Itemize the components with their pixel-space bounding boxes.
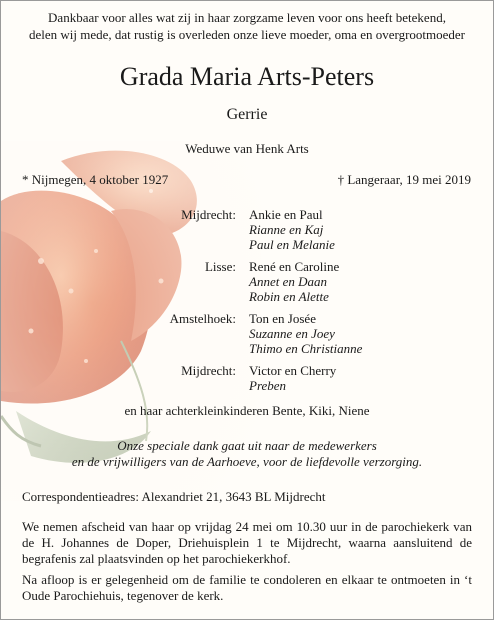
family-grandchild: Rianne en Kaj xyxy=(249,222,324,237)
family-place: Mijdrecht: xyxy=(181,207,236,222)
birth-info: * Nijmegen, 4 oktober 1927 xyxy=(22,172,169,187)
family-group xyxy=(1,207,493,259)
family-grandchild: Thimo en Christianne xyxy=(249,341,363,356)
family-grandchild: Annet en Daan xyxy=(249,274,327,289)
death-info: † Langeraar, 19 mei 2019 xyxy=(337,172,471,187)
family-place: Mijdrecht: xyxy=(181,363,236,378)
family-grandchild: Preben xyxy=(249,378,287,393)
correspondence-address: Correspondentieadres: Alexandriet 21, 3643 BL Mijdrecht xyxy=(22,489,326,504)
funeral-text: We nemen afscheid van haar op vrijdag 24 mei om 10.30 uur in de parochiekerk van de H. Johannes de Doper, Driehuisplein 1 te Mijdrecht, waarna aansluitend de begrafenis zal plaatsvinden op het parochiekerkhof. xyxy=(22,519,472,566)
family-names xyxy=(249,363,336,393)
family-children: René en Caroline xyxy=(249,259,340,274)
family-place: Lisse: xyxy=(204,259,236,274)
deceased-name: Grada Maria Arts-Peters xyxy=(119,62,375,91)
widow-of-text: Weduwe van Henk Arts xyxy=(185,141,309,156)
family-children: Ton en Josée xyxy=(249,311,316,326)
family-list xyxy=(1,207,493,415)
family-names xyxy=(249,259,339,304)
family-group xyxy=(1,311,493,363)
thanks-text xyxy=(1,438,493,470)
family-grandchild: Paul en Melanie xyxy=(249,237,335,252)
thanks-line-2: en de vrijwilligers van de Aarhoeve, voor de liefdevolle verzorging. xyxy=(71,454,423,469)
family-children: Victor en Cherry xyxy=(249,363,337,378)
after-ceremony-text: Na afloop is er gelegenheid om de familie te condoleren en elkaar te ontmoeten in ‘t Oude Parochiehuis, tegenover de kerk. xyxy=(22,572,472,603)
intro-line-2: delen wij mede, dat rustig is overleden onze lieve moeder, oma en overgrootmoeder xyxy=(28,27,466,42)
obituary-content xyxy=(1,1,493,619)
family-names xyxy=(249,311,362,356)
intro-line-1: Dankbaar voor alles wat zij in haar zorgzame leven voor ons heeft betekend, xyxy=(48,10,446,25)
thanks-line-1: Onze speciale dank gaat uit naar de medewerkers xyxy=(117,438,377,453)
family-place: Amstelhoek: xyxy=(169,311,236,326)
great-grandchildren-text: en haar achterkleinkinderen Bente, Kiki, Niene xyxy=(124,403,370,418)
family-names xyxy=(249,207,335,252)
family-children: Ankie en Paul xyxy=(249,207,323,222)
intro-text xyxy=(1,9,493,43)
family-grandchild: Suzanne en Joey xyxy=(249,326,335,341)
family-group xyxy=(1,259,493,311)
deceased-nickname: Gerrie xyxy=(226,106,268,123)
family-grandchild: Robin en Alette xyxy=(249,289,329,304)
